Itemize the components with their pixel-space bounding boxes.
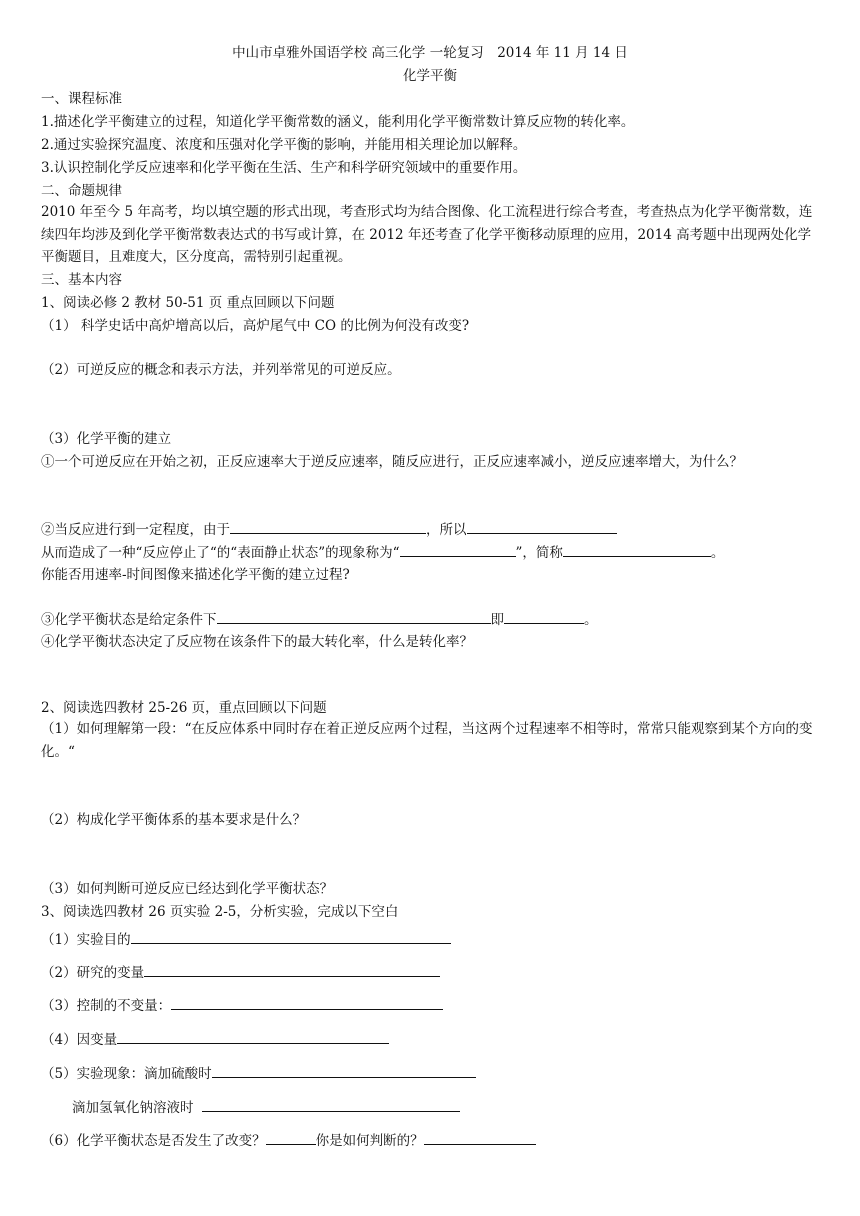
q3c-text-1: 从而造成了一种“反应停止了“的“表面静止状态”的现象称为“ (41, 545, 400, 561)
part3-question-2 (41, 962, 440, 983)
q1-blank[interactable] (131, 929, 451, 944)
section1-item-1: 1.描述化学平衡建立的过程，知道化学平衡常数的涵义，能利用化学平衡常数计算反应物的转化率。 (41, 114, 635, 130)
q6-text-1: （6）化学平衡状态是否发生了改变？ (41, 1133, 266, 1149)
section2-heading: 二、命题规律 (41, 183, 122, 199)
part3-question-3 (41, 995, 443, 1016)
q3b-blank-2[interactable] (467, 519, 617, 534)
q5-label: （5）实验现象：滴加硫酸时 (41, 1066, 212, 1082)
q4-label: （4）因变量 (41, 1032, 118, 1048)
part1-question-3c (41, 542, 724, 563)
q2-label: （2）研究的变量 (41, 965, 145, 981)
part2-question-1: （1）如何理解第一段：“在反应体系中同时存在着正逆反应两个过程，当这两个过程速率不相等时，常常只能观察到某个方向的变化。“ (41, 721, 813, 760)
q6-text-2: 你是如何判断的？ (315, 1133, 424, 1149)
section3-heading: 三、基本内容 (41, 272, 122, 288)
part2-intro: 2、阅读选四教材 25-26 页，重点回顾以下问题 (41, 700, 327, 716)
q3e-blank-1[interactable] (217, 609, 491, 624)
part3-question-1 (41, 929, 451, 950)
q3c-text-3: 。 (710, 545, 725, 561)
q3e-text-2: 即 (490, 612, 504, 628)
q6-blank-1[interactable] (266, 1130, 316, 1145)
q5-blank[interactable] (212, 1063, 476, 1078)
part2-question-2: （2）构成化学平衡体系的基本要求是什么？ (41, 812, 307, 828)
q3c-text-2: ”，简称 (515, 545, 563, 561)
part1-intro: 1、阅读必修 2 教材 50-51 页 重点回顾以下问题 (41, 295, 335, 311)
q3-blank[interactable] (171, 995, 443, 1010)
part1-question-2: （2）可逆反应的概念和表示方法，并列举常见的可逆反应。 (41, 362, 401, 378)
q3-label: （3）控制的不变量： (41, 998, 172, 1014)
part3-question-5 (41, 1063, 476, 1084)
q3b-text-2: ，所以 (426, 522, 467, 538)
page-title: 化学平衡 (403, 68, 457, 84)
part3-question-4 (41, 1029, 389, 1050)
part1-question-3a: ①一个可逆反应在开始之初，正反应速率大于逆反应速率，随反应进行，正反应速率减小，逆反应速率增大，为什么？ (41, 454, 743, 470)
q3e-text-3: 。 (584, 612, 598, 628)
part1-question-3e (41, 609, 598, 630)
part3-intro: 3、阅读选四教材 26 页实验 2-5，分析实验，完成以下空白 (41, 904, 399, 920)
q2-blank[interactable] (144, 962, 440, 977)
section1-heading: 一、课程标准 (41, 91, 122, 107)
part1-question-3b (41, 519, 617, 540)
section1-item-2: 2.通过实验探究温度、浓度和压强对化学平衡的影响，并能用相关理论加以解释。 (41, 137, 527, 153)
q3b-blank-1[interactable] (230, 519, 426, 534)
q1-label: （1）实验目的 (41, 932, 131, 948)
part3-question-6 (41, 1130, 536, 1151)
q4-blank[interactable] (117, 1029, 389, 1044)
q5b-label: 滴加氢氧化钠溶液时 (72, 1100, 194, 1116)
q3c-blank-1[interactable] (400, 542, 516, 557)
part2-question-3: （3）如何判断可逆反应已经达到化学平衡状态？ (41, 881, 334, 897)
q3c-blank-2[interactable] (563, 542, 711, 557)
q3e-blank-2[interactable] (504, 609, 584, 624)
header-school-line: 中山市卓雅外国语学校 高三化学 一轮复习 2014 年 11 月 14 日 (232, 45, 628, 61)
part1-question-3: （3）化学平衡的建立 (41, 431, 172, 447)
q5b-blank[interactable] (202, 1097, 460, 1112)
part1-question-1: （1） 科学史话中高炉增高以后，高炉尾气中 CO 的比例为何没有改变? (41, 318, 470, 334)
section2-paragraph: 2010 年至今 5 年高考，均以填空题的形式出现，考查形式均为结合图像、化工流程进行综合考查，考查热点为化学平衡常数，连续四年均涉及到化学平衡常数表达式的书写或计算，在 2012 年还考查了化学平衡移动原理的应用，2014 高考题中出现两处化学平衡题目，且难度大，区分度高，需特别引起重视。 (41, 204, 813, 265)
section1-item-3: 3.认识控制化学反应速率和化学平衡在生活、生产和科学研究领域中的重要作用。 (41, 160, 527, 176)
part1-question-3d: 你能否用速率-时间图像来描述化学平衡的建立过程? (41, 567, 350, 583)
q3e-text-1: ③化学平衡状态是给定条件下 (41, 612, 217, 628)
q3b-text-1: ②当反应进行到一定程度，由于 (41, 522, 230, 538)
q6-blank-2[interactable] (424, 1130, 536, 1145)
part3-question-5b (72, 1097, 460, 1118)
part1-question-3f: ④化学平衡状态决定了反应物在该条件下的最大转化率，什么是转化率？ (41, 634, 473, 650)
